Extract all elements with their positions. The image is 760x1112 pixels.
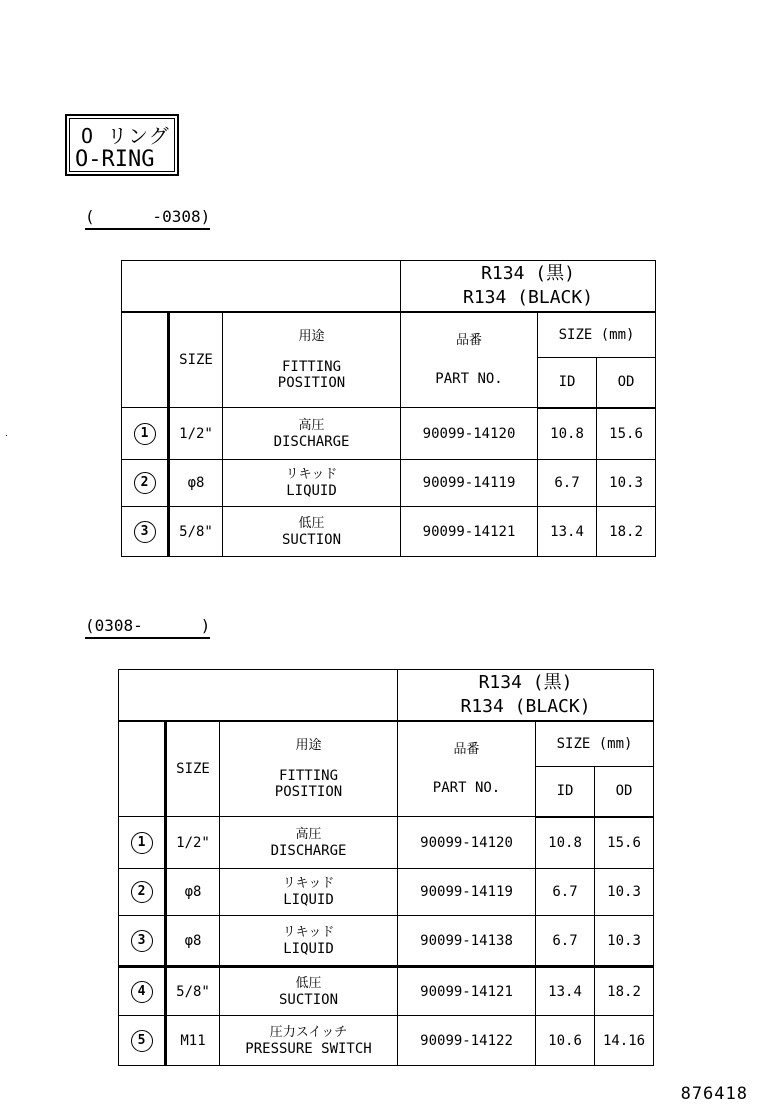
part-header [401, 312, 538, 408]
item-number: 1 [131, 832, 153, 854]
brand-header [401, 261, 656, 312]
part-number: 90099-14122 [398, 1016, 536, 1066]
part-en: PART NO. [432, 779, 501, 796]
position-en: LIQUID [283, 892, 334, 908]
usage-header [223, 312, 401, 408]
size-header: SIZE [169, 312, 223, 408]
brand-en: R134 (BLACK) [463, 286, 594, 308]
usage-en-1: FITTING [279, 767, 339, 784]
size-mm-header [536, 721, 654, 767]
id-value: 13.4 [538, 507, 597, 557]
part-number: 90099-14119 [401, 460, 538, 507]
size-cell: φ8 [166, 916, 220, 967]
item-number: 2 [134, 472, 156, 494]
blank-header-cell [122, 261, 401, 312]
no-header [119, 721, 166, 817]
item-number: 4 [131, 981, 153, 1003]
size-mm-header [538, 312, 656, 358]
position-jp: リキッド [282, 876, 335, 891]
position-jp: 圧力スイッチ [269, 1024, 348, 1040]
table-row [119, 967, 654, 1016]
part-number: 90099-14119 [398, 869, 536, 916]
position-en: DISCHARGE [270, 842, 347, 859]
id-value: 6.7 [536, 869, 595, 916]
id-value: 6.7 [536, 916, 595, 967]
part-number: 90099-14138 [398, 916, 536, 967]
item-number: 2 [131, 881, 153, 903]
od-value: 10.3 [595, 869, 654, 916]
position-en: DISCHARGE [273, 433, 350, 450]
position-en: SUCTION [279, 991, 339, 1008]
item-number: 5 [131, 1030, 153, 1052]
table-row [119, 817, 654, 869]
position-en: LIQUID [286, 483, 337, 499]
usage-en-1: FITTING [282, 358, 342, 375]
od-value: 14.16 [595, 1016, 654, 1066]
position-en: LIQUID [283, 940, 334, 957]
item-number: 1 [134, 423, 156, 445]
period-label-1: ( -0308) [85, 207, 210, 230]
id-value: 13.4 [536, 967, 595, 1016]
position-jp: 高圧 [295, 826, 322, 842]
part-header [398, 721, 536, 817]
size-cell: 5/8" [166, 967, 220, 1016]
table-row [119, 869, 654, 916]
od-value: 10.3 [597, 460, 656, 507]
item-number: 3 [134, 521, 156, 543]
size-mm-label: SIZE (mm) [556, 735, 633, 752]
size-cell: φ8 [166, 869, 220, 916]
id-header: ID [538, 358, 597, 408]
usage-en-2: POSITION [274, 783, 343, 800]
part-jp: 品番 [456, 332, 483, 348]
table-row [122, 408, 656, 460]
od-header: OD [597, 358, 656, 408]
size-header: SIZE [166, 721, 220, 817]
id-value: 10.8 [538, 408, 597, 460]
size-cell: φ8 [169, 460, 223, 507]
no-header [122, 312, 169, 408]
size-cell: M11 [166, 1016, 220, 1066]
blank-header-cell [119, 670, 398, 721]
brand-jp: R134 (黒) [478, 671, 573, 693]
part-jp: 品番 [453, 741, 480, 757]
position-jp: リキッド [282, 924, 335, 940]
od-value: 18.2 [597, 507, 656, 557]
size-mm-label: SIZE (mm) [558, 326, 635, 343]
position-jp: 低圧 [295, 975, 322, 991]
brand-en: R134 (BLACK) [460, 695, 591, 717]
table-row [122, 507, 656, 557]
od-value: 18.2 [595, 967, 654, 1016]
od-header: OD [595, 767, 654, 817]
position-en: SUCTION [282, 531, 342, 548]
item-number: 3 [131, 930, 153, 952]
od-value: 10.3 [595, 916, 654, 967]
table-row [119, 916, 654, 967]
brand-jp: R134 (黒) [481, 262, 575, 284]
title-box [65, 114, 179, 176]
part-number: 90099-14120 [401, 408, 538, 460]
position-en: PRESSURE SWITCH [245, 1040, 372, 1057]
od-value: 15.6 [595, 817, 654, 869]
position-jp: 高圧 [298, 417, 325, 433]
od-value: 15.6 [597, 408, 656, 460]
position-jp: 低圧 [298, 515, 325, 531]
position-jp: リキッド [285, 467, 338, 482]
title-jp: O リング [81, 124, 170, 148]
usage-jp: 用途 [295, 737, 322, 753]
brand-header [398, 670, 654, 721]
stray-dot [6, 435, 7, 436]
size-cell: 1/2" [169, 408, 223, 460]
part-number: 90099-14121 [398, 967, 536, 1016]
usage-jp: 用途 [298, 328, 325, 344]
part-en: PART NO. [435, 370, 503, 387]
table-row [122, 460, 656, 507]
part-number: 90099-14120 [398, 817, 536, 869]
part-number: 90099-14121 [401, 507, 538, 557]
table-row [119, 1016, 654, 1066]
id-value: 6.7 [538, 460, 597, 507]
size-cell: 1/2" [166, 817, 220, 869]
size-cell: 5/8" [169, 507, 223, 557]
oring-table-2 [118, 669, 654, 1066]
usage-header [220, 721, 398, 817]
oring-table-1 [121, 260, 656, 557]
id-value: 10.6 [536, 1016, 595, 1066]
id-value: 10.8 [536, 817, 595, 869]
title-en: O-RING [75, 147, 155, 172]
period-label-2: (0308- ) [85, 616, 210, 639]
id-header: ID [536, 767, 595, 817]
figure-number: 876418 [680, 1084, 748, 1104]
usage-en-2: POSITION [277, 374, 346, 391]
